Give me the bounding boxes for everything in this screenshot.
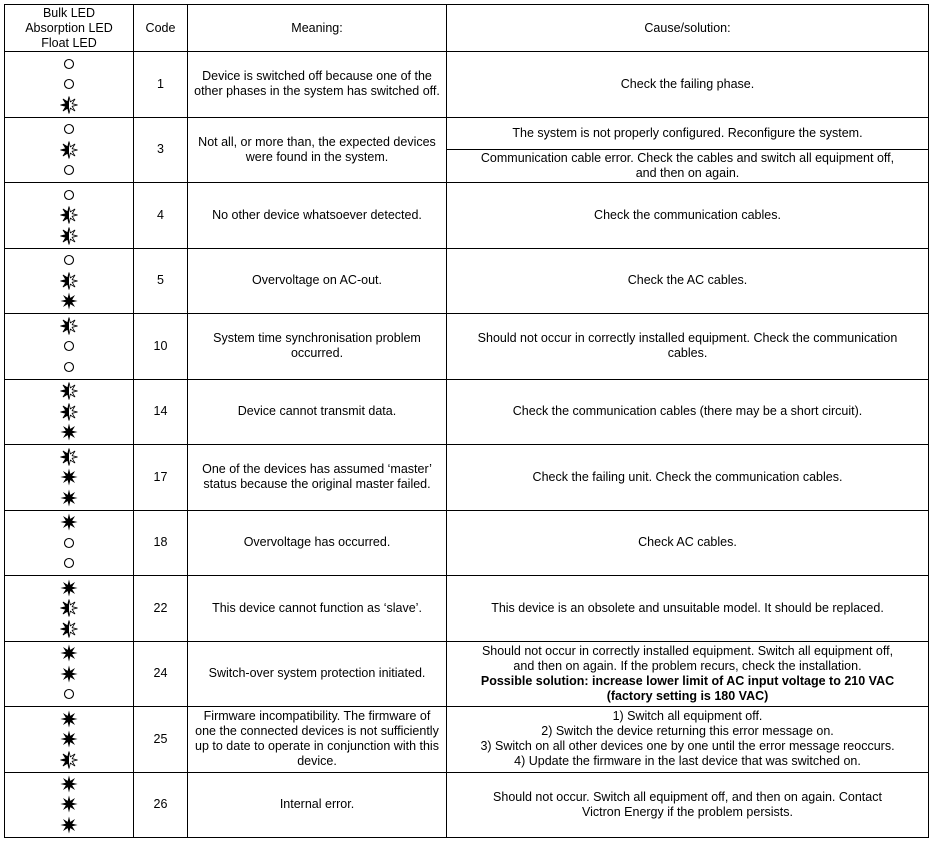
cause-solution-cell <box>447 314 929 380</box>
bulk-led-off-icon <box>60 120 78 138</box>
absorption-led-off-icon <box>60 337 78 355</box>
table-row <box>5 576 929 642</box>
led-pattern-cell <box>5 510 134 576</box>
table-row <box>5 510 929 576</box>
cause-solution-entry <box>453 273 922 288</box>
cause-solution-cell <box>447 772 929 837</box>
cause-solution-line: 4) Update the firmware in the last device that was switched on. <box>514 754 861 769</box>
cause-solution-line: This device is an obsolete and unsuitable model. It should be replaced. <box>491 600 884 615</box>
error-code: 25 <box>134 707 188 773</box>
cause-solution-line: 2) Switch the device returning this error message on. <box>541 724 834 739</box>
float-led-off-icon <box>60 685 78 703</box>
cause-solution-line: Communication cable error. Check the cables and switch all equipment off, <box>480 150 895 165</box>
table-row <box>5 314 929 380</box>
float-led-on-icon <box>60 292 78 310</box>
led-pattern-cell <box>5 183 134 249</box>
code-column-header: Code <box>134 5 188 52</box>
led-pattern-cell <box>5 314 134 380</box>
cause-solution-entry <box>453 709 922 769</box>
float-led-flashing-icon <box>60 751 78 769</box>
bulk-led-on-icon <box>60 710 78 728</box>
absorption-led-on-icon <box>60 468 78 486</box>
error-meaning: Overvoltage has occurred. <box>188 510 447 576</box>
cause-solution-line: cables. <box>667 346 708 361</box>
float-led-off-icon <box>60 161 78 179</box>
led-error-code-table <box>4 4 929 838</box>
cause-solution-line: Check the failing unit. Check the communication cables. <box>532 469 843 484</box>
error-code: 10 <box>134 314 188 380</box>
bulk-led-flashing-icon <box>60 448 78 466</box>
error-code: 4 <box>134 183 188 249</box>
led-pattern-cell <box>5 248 134 314</box>
bulk-led-flashing-icon <box>60 382 78 400</box>
table-row <box>5 445 929 511</box>
possible-solution-line: (factory setting is 180 VAC) <box>606 688 769 703</box>
error-code: 26 <box>134 772 188 837</box>
cause-solution-entry <box>453 331 922 361</box>
led-pattern-cell <box>5 445 134 511</box>
error-code: 5 <box>134 248 188 314</box>
error-meaning: System time synchronisation problem occurred. <box>188 314 447 380</box>
absorption-led-flashing-icon <box>60 272 78 290</box>
cause-solution-cell <box>447 576 929 642</box>
absorption-led-flashing-icon <box>60 403 78 421</box>
table-row <box>5 248 929 314</box>
cause-solution-line: Should not occur. Switch all equipment off, and then on again. Contact <box>493 789 882 804</box>
cause-solution-entry <box>447 118 928 150</box>
absorption-led-on-icon <box>60 665 78 683</box>
led-column-header <box>5 5 134 52</box>
error-meaning: This device cannot function as ‘slave’. <box>188 576 447 642</box>
float-led-flashing-icon <box>60 227 78 245</box>
absorption-led-flashing-icon <box>60 599 78 617</box>
cause-column-header: Cause/solution: <box>447 5 929 52</box>
cause-solution-line: 1) Switch all equipment off. <box>612 709 763 724</box>
error-meaning: Device is switched off because one of the other phases in the system has switched off. <box>188 52 447 118</box>
error-meaning: Not all, or more than, the expected devices were found in the system. <box>188 117 447 183</box>
float-led-off-icon <box>60 554 78 572</box>
cause-solution-line: Check the failing phase. <box>620 76 755 91</box>
float-led-off-icon <box>60 358 78 376</box>
bulk-led-on-icon <box>60 644 78 662</box>
bulk-led-off-icon <box>60 251 78 269</box>
table-row <box>5 379 929 445</box>
absorption-led-flashing-icon <box>60 206 78 224</box>
error-code: 18 <box>134 510 188 576</box>
absorption-led-on-icon <box>60 795 78 813</box>
led-pattern-cell <box>5 576 134 642</box>
cause-solution-cell <box>447 510 929 576</box>
header-bulk-led: Bulk LED <box>42 5 96 20</box>
bulk-led-off-icon <box>60 186 78 204</box>
table-row <box>5 183 929 249</box>
error-code: 1 <box>134 52 188 118</box>
cause-solution-line: Victron Energy if the problem persists. <box>582 804 793 819</box>
float-led-flashing-icon <box>60 96 78 114</box>
error-meaning: Internal error. <box>188 772 447 837</box>
cause-solution-line: Check the AC cables. <box>627 273 748 288</box>
cause-solution-entry <box>447 150 928 182</box>
meaning-column-header: Meaning: <box>188 5 447 52</box>
cause-solution-cell <box>447 117 929 183</box>
led-pattern-cell <box>5 117 134 183</box>
led-pattern-cell <box>5 772 134 837</box>
table-row <box>5 52 929 118</box>
led-pattern-cell <box>5 707 134 773</box>
header-absorption-led: Absorption LED <box>25 20 113 35</box>
error-meaning: Overvoltage on AC-out. <box>188 248 447 314</box>
cause-solution-line: The system is not properly configured. Reconfigure the system. <box>512 125 863 140</box>
header-float-led: Float LED <box>41 35 97 50</box>
error-code: 17 <box>134 445 188 511</box>
cause-solution-entry <box>453 470 922 485</box>
cause-solution-entry <box>453 601 922 616</box>
absorption-led-off-icon <box>60 75 78 93</box>
float-led-on-icon <box>60 816 78 834</box>
cause-solution-line: and then on again. If the problem recurs, check the installation. <box>513 658 862 673</box>
float-led-on-icon <box>60 423 78 441</box>
cause-solution-line: Should not occur in correctly installed equipment. Check the communication <box>477 331 898 346</box>
cause-solution-cell <box>447 379 929 445</box>
bulk-led-on-icon <box>60 775 78 793</box>
cause-solution-cell <box>447 445 929 511</box>
cause-solution-cell <box>447 641 929 707</box>
cause-solution-line: 3) Switch on all other devices one by one until the error message reoccurs. <box>480 739 895 754</box>
error-meaning: No other device whatsoever detected. <box>188 183 447 249</box>
float-led-on-icon <box>60 489 78 507</box>
led-pattern-cell <box>5 641 134 707</box>
float-led-flashing-icon <box>60 620 78 638</box>
cause-solution-entry <box>453 644 922 704</box>
table-row <box>5 117 929 183</box>
cause-solution-line: Check AC cables. <box>638 535 737 550</box>
led-pattern-cell <box>5 52 134 118</box>
table-header-row <box>5 5 929 52</box>
error-meaning: Firmware incompatibility. The firmware of one the connected devices is not sufficiently up to date to operate in conjunction with this device. <box>188 707 447 773</box>
led-pattern-cell <box>5 379 134 445</box>
table-row <box>5 772 929 837</box>
cause-solution-line: and then on again. <box>635 165 740 180</box>
error-meaning: Switch-over system protection initiated. <box>188 641 447 707</box>
cause-solution-cell <box>447 248 929 314</box>
cause-solution-line: Check the communication cables (there may be a short circuit). <box>512 404 863 419</box>
cause-solution-entry <box>453 77 922 92</box>
bulk-led-flashing-icon <box>60 317 78 335</box>
cause-solution-entry <box>453 208 922 223</box>
error-code: 3 <box>134 117 188 183</box>
cause-solution-cell <box>447 52 929 118</box>
absorption-led-on-icon <box>60 730 78 748</box>
absorption-led-flashing-icon <box>60 141 78 159</box>
error-meaning: One of the devices has assumed ‘master’ status because the original master failed. <box>188 445 447 511</box>
cause-solution-entry <box>453 535 922 550</box>
cause-solution-cell <box>447 707 929 773</box>
error-meaning: Device cannot transmit data. <box>188 379 447 445</box>
cause-solution-line: Check the communication cables. <box>594 207 781 222</box>
error-code: 24 <box>134 641 188 707</box>
error-code: 14 <box>134 379 188 445</box>
cause-solution-cell <box>447 183 929 249</box>
bulk-led-off-icon <box>60 55 78 73</box>
table-row <box>5 707 929 773</box>
table-row <box>5 641 929 707</box>
bulk-led-on-icon <box>60 513 78 531</box>
error-code: 22 <box>134 576 188 642</box>
bulk-led-on-icon <box>60 579 78 597</box>
cause-solution-entry <box>453 404 922 419</box>
possible-solution-line: Possible solution: increase lower limit of AC input voltage to 210 VAC <box>480 673 895 688</box>
absorption-led-off-icon <box>60 534 78 552</box>
cause-solution-line: Should not occur in correctly installed equipment. Switch all equipment off, <box>481 643 894 658</box>
cause-solution-entry <box>453 790 922 820</box>
